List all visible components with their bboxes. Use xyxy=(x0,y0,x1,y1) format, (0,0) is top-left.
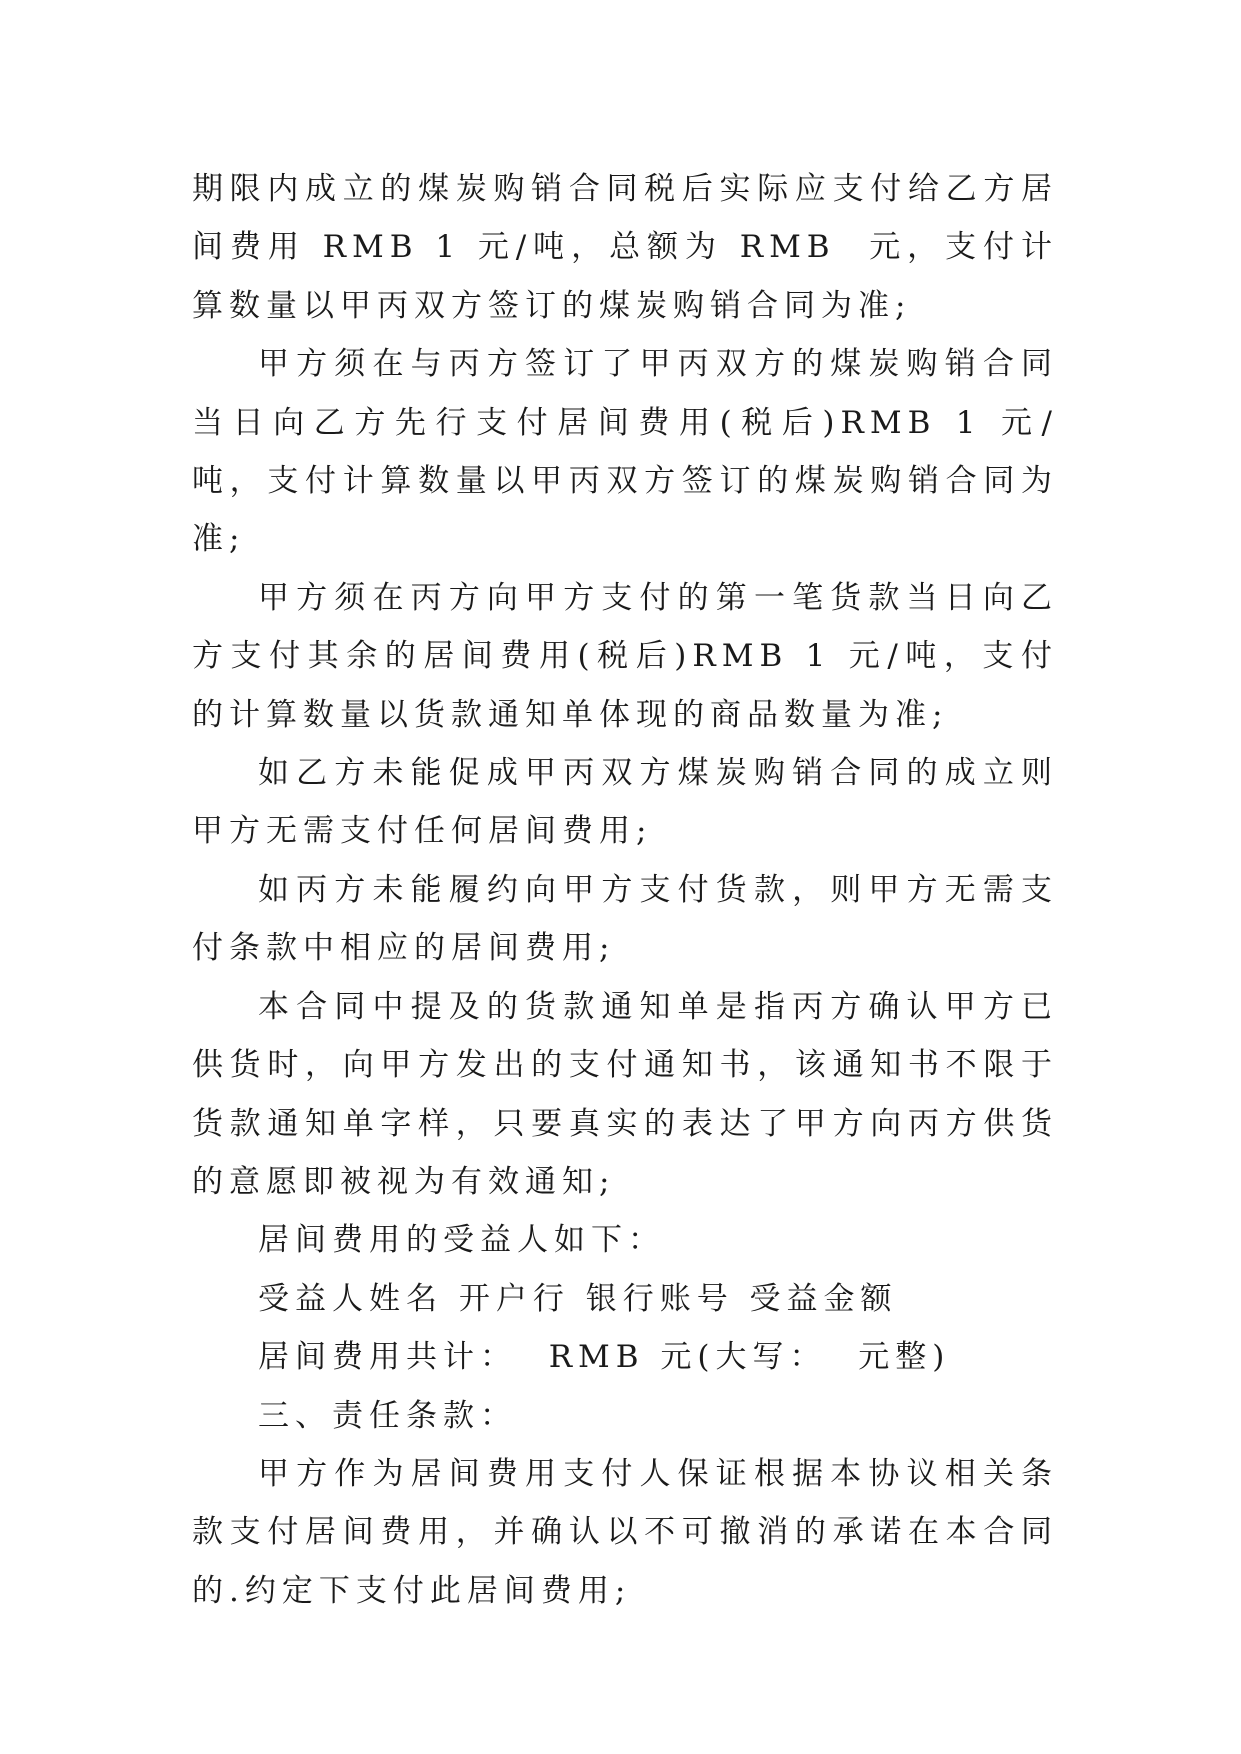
section-heading-liability: 三、责任条款： xyxy=(258,1397,517,1434)
paragraph-notice-definition: 本合同中提及的货款通知单是指丙方确认甲方已供货时，向甲方发出的支付通知书，该通知书不限于货款通知单字样，只要真实的表达了甲方向丙方供货的意愿即被视为有效通知; xyxy=(192,988,1058,1200)
paragraph-beneficiary-intro: 居间费用的受益人如下： xyxy=(258,1222,665,1259)
paragraph-remaining-payment: 甲方须在丙方向甲方支付的第一笔货款当日向乙方支付其余的居间费用(税后)RMB 1 元/吨，支付的计算数量以货款通知单体现的商品数量为准; xyxy=(192,579,1058,733)
paragraph-beneficiary-fields: 受益人姓名 开户行 银行账号 受益金额 xyxy=(258,1280,898,1317)
paragraph-fee-total: 居间费用共计： RMB 元(大写： 元整) xyxy=(258,1339,951,1376)
paragraph-payer-guarantee: 甲方作为居间费用支付人保证根据本协议相关条款支付居间费用，并确认以不可撤消的承诺在本合同的.约定下支付此居间费用; xyxy=(192,1455,1058,1609)
document-page xyxy=(192,160,1058,1620)
paragraph-advance-payment: 甲方须在与丙方签订了甲丙双方的煤炭购销合同当日向乙方先行支付居间费用(税后)RMB 1 元/吨，支付计算数量以甲丙双方签订的煤炭购销合同为准; xyxy=(192,346,1058,558)
paragraph-no-payment-clause: 如丙方未能履约向甲方支付货款，则甲方无需支付条款中相应的居间费用; xyxy=(192,871,1058,967)
paragraph-continuation: 期限内成立的煤炭购销合同税后实际应支付给乙方居间费用 RMB 1 元/吨，总额为 RMB 元，支付计算数量以甲丙双方签订的煤炭购销合同为准; xyxy=(192,171,1058,324)
paragraph-no-contract-clause: 如乙方未能促成甲丙双方煤炭购销合同的成立则甲方无需支付任何居间费用; xyxy=(192,755,1058,850)
